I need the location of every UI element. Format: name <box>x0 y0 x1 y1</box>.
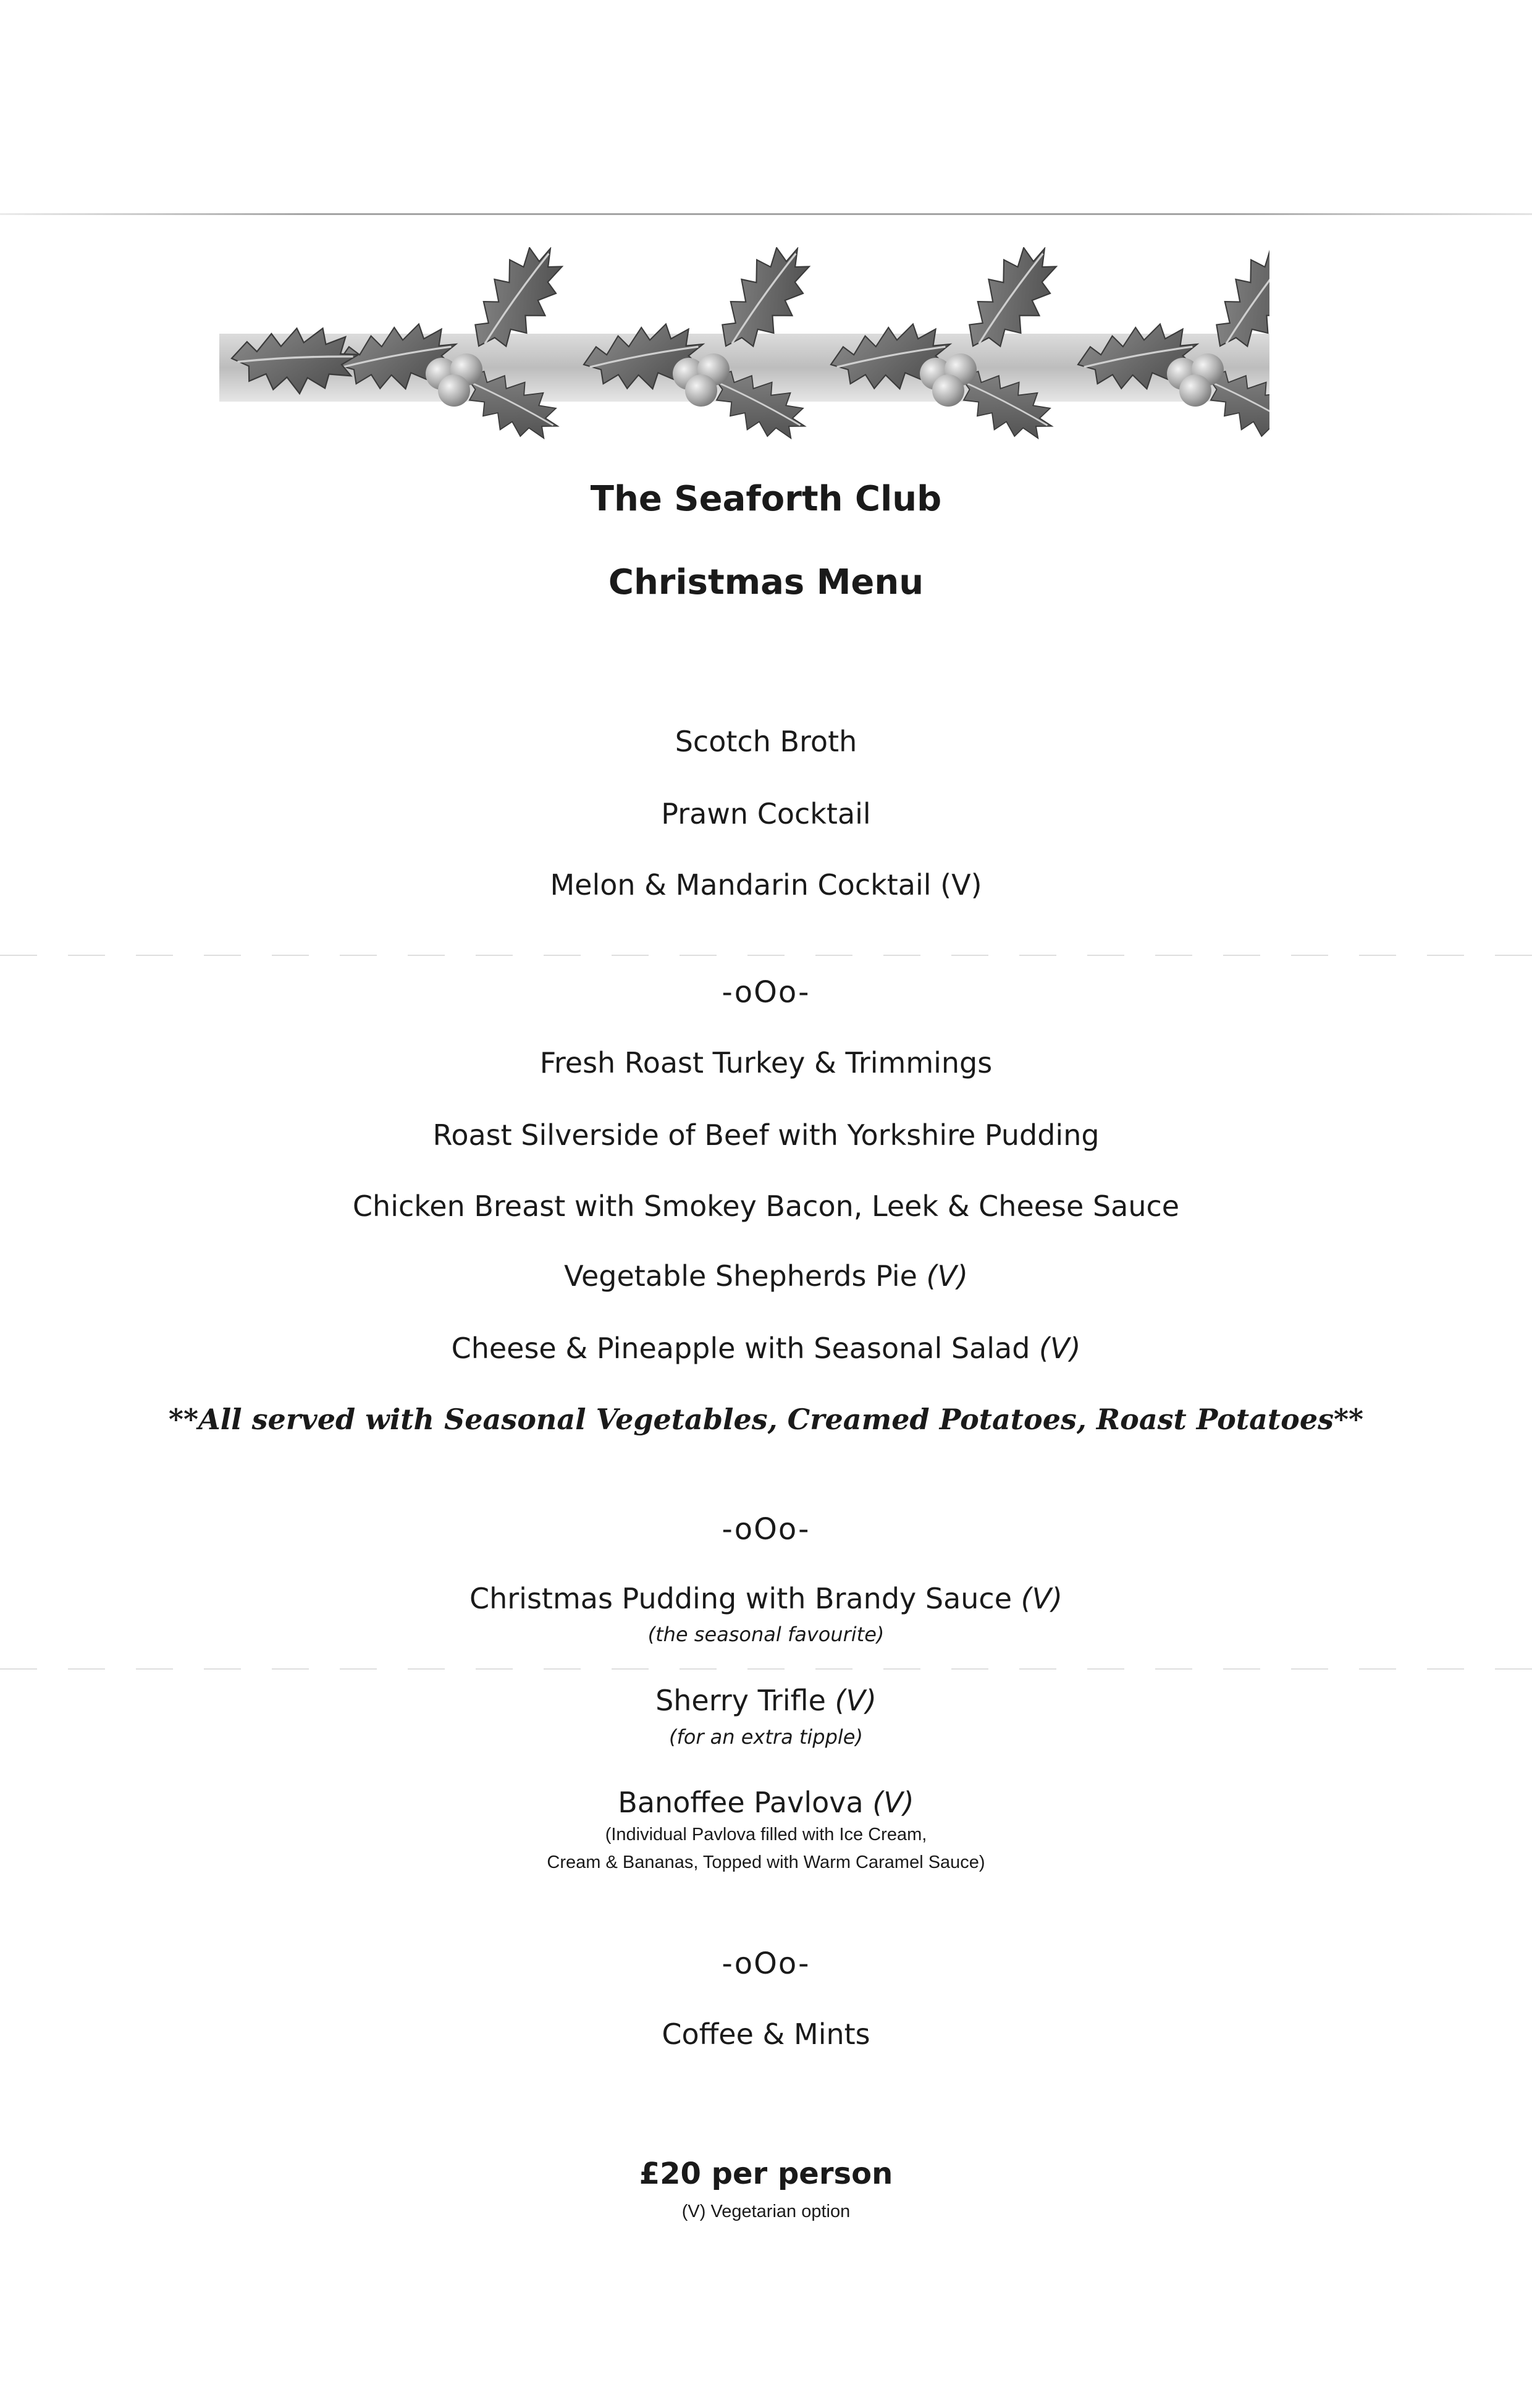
vegetarian-marker: (V) <box>1039 1332 1081 1365</box>
club-name: The Seaforth Club <box>590 479 942 519</box>
dessert-item <box>0 1786 1532 1819</box>
main-item-name: Roast Silverside of Beef with Yorkshire Pudding <box>432 1118 1100 1152</box>
fold-line-lower <box>0 1668 1532 1670</box>
vegetarian-key: (V) Vegetarian option <box>681 2202 851 2221</box>
mains-note: **All served with Seasonal Vegetables, Creamed Potatoes, Roast Potatoes** <box>168 1403 1364 1436</box>
main-item-name: Chicken Breast with Smokey Bacon, Leek & Cheese Sauce <box>352 1189 1180 1223</box>
starter-item: Melon & Mandarin Cocktail (V) <box>550 868 982 902</box>
main-item <box>0 1259 1532 1293</box>
course-separator: -oOo- <box>722 975 810 1010</box>
dessert-item-name: Banoffee Pavlova <box>618 1786 864 1819</box>
dessert-item <box>0 1582 1532 1615</box>
holly-garland-icon <box>219 247 1269 457</box>
main-item <box>0 1046 1532 1079</box>
dessert-description: (for an extra tipple) <box>669 1725 863 1749</box>
vegetarian-marker: (V) <box>835 1684 877 1717</box>
price: £20 per person <box>639 2157 893 2191</box>
course-separator: -oOo- <box>722 1946 810 1981</box>
vegetarian-marker: (V) <box>1021 1582 1063 1615</box>
scan-top-edge <box>0 213 1532 215</box>
dessert-description: (the seasonal favourite) <box>647 1623 885 1646</box>
main-item <box>0 1118 1532 1152</box>
main-item-name: Fresh Roast Turkey & Trimmings <box>539 1046 993 1079</box>
finish-item: Coffee & Mints <box>662 2017 870 2051</box>
dessert-description: (Individual Pavlova filled with Ice Cream, <box>605 1825 927 1844</box>
starter-item: Scotch Broth <box>675 725 857 758</box>
main-item-name: Vegetable Shepherds Pie <box>564 1259 917 1293</box>
dessert-description: Cream & Bananas, Topped with Warm Caramel Sauce) <box>547 1852 985 1872</box>
dessert-item-name: Sherry Trifle <box>655 1684 826 1717</box>
dessert-item-name: Christmas Pudding with Brandy Sauce <box>469 1582 1012 1615</box>
main-item <box>0 1332 1532 1365</box>
main-item <box>0 1189 1532 1223</box>
menu-title: Christmas Menu <box>608 562 924 602</box>
starter-item: Prawn Cocktail <box>661 797 871 830</box>
vegetarian-marker: (V) <box>872 1786 914 1819</box>
fold-line-upper <box>0 955 1532 956</box>
main-item-name: Cheese & Pineapple with Seasonal Salad <box>451 1332 1030 1365</box>
dessert-item <box>0 1684 1532 1717</box>
vegetarian-marker: (V) <box>926 1259 968 1293</box>
course-separator: -oOo- <box>722 1512 810 1547</box>
